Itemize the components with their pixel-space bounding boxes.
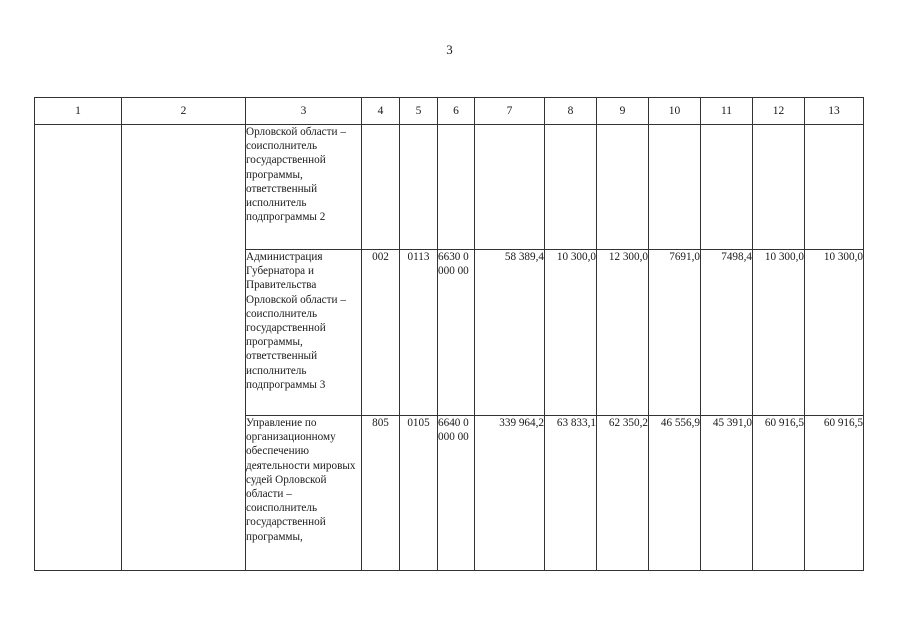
code-cell: 0113 bbox=[400, 250, 438, 416]
executor-cell: Орловской области – соисполнитель государственной программы, ответственный исполнитель подпрограммы 2 bbox=[246, 125, 362, 250]
budget-table bbox=[34, 97, 864, 571]
amount-cell bbox=[701, 125, 753, 250]
code-cell: 805 bbox=[362, 416, 400, 571]
column-header: 2 bbox=[122, 98, 246, 125]
amount-cell: 12 300,0 bbox=[597, 250, 649, 416]
amount-cell: 63 833,1 bbox=[545, 416, 597, 571]
column-header: 6 bbox=[438, 98, 475, 125]
column-header: 7 bbox=[475, 98, 545, 125]
code-cell: 6640 0000 00 bbox=[438, 416, 475, 571]
amount-cell: 10 300,0 bbox=[805, 250, 864, 416]
merged-cell-col1 bbox=[35, 125, 122, 571]
column-header: 11 bbox=[701, 98, 753, 125]
amount-cell bbox=[475, 125, 545, 250]
column-header: 4 bbox=[362, 98, 400, 125]
amount-cell bbox=[805, 125, 864, 250]
column-header: 3 bbox=[246, 98, 362, 125]
amount-cell: 339 964,2 bbox=[475, 416, 545, 571]
amount-cell: 7498,4 bbox=[701, 250, 753, 416]
code-cell: 002 bbox=[362, 250, 400, 416]
column-header: 10 bbox=[649, 98, 701, 125]
code-cell: 6630 0000 00 bbox=[438, 250, 475, 416]
amount-cell bbox=[597, 125, 649, 250]
table-row bbox=[35, 125, 864, 250]
amount-cell: 45 391,0 bbox=[701, 416, 753, 571]
column-header: 9 bbox=[597, 98, 649, 125]
amount-cell: 10 300,0 bbox=[753, 250, 805, 416]
amount-cell bbox=[545, 125, 597, 250]
code-cell bbox=[438, 125, 475, 250]
amount-cell: 58 389,4 bbox=[475, 250, 545, 416]
amount-cell: 62 350,2 bbox=[597, 416, 649, 571]
amount-cell: 7691,0 bbox=[649, 250, 701, 416]
page-number: 3 bbox=[446, 42, 453, 57]
executor-cell: Управление по организационному обеспечению деятельности мировых судей Орловской области – соисполнитель государственной программы, bbox=[246, 416, 362, 571]
column-header: 5 bbox=[400, 98, 438, 125]
code-cell bbox=[362, 125, 400, 250]
column-header: 13 bbox=[805, 98, 864, 125]
amount-cell: 46 556,9 bbox=[649, 416, 701, 571]
amount-cell bbox=[753, 125, 805, 250]
amount-cell: 60 916,5 bbox=[753, 416, 805, 571]
column-header: 1 bbox=[35, 98, 122, 125]
amount-cell: 60 916,5 bbox=[805, 416, 864, 571]
column-header: 12 bbox=[753, 98, 805, 125]
code-cell: 0105 bbox=[400, 416, 438, 571]
amount-cell bbox=[649, 125, 701, 250]
column-number-row bbox=[35, 98, 864, 125]
code-cell bbox=[400, 125, 438, 250]
merged-cell-col2 bbox=[122, 125, 246, 571]
executor-cell: Администрация Губернатора и Правительства Орловской области – соисполнитель государственной программы, ответственный исполнитель подпрограммы 3 bbox=[246, 250, 362, 416]
amount-cell: 10 300,0 bbox=[545, 250, 597, 416]
column-header: 8 bbox=[545, 98, 597, 125]
